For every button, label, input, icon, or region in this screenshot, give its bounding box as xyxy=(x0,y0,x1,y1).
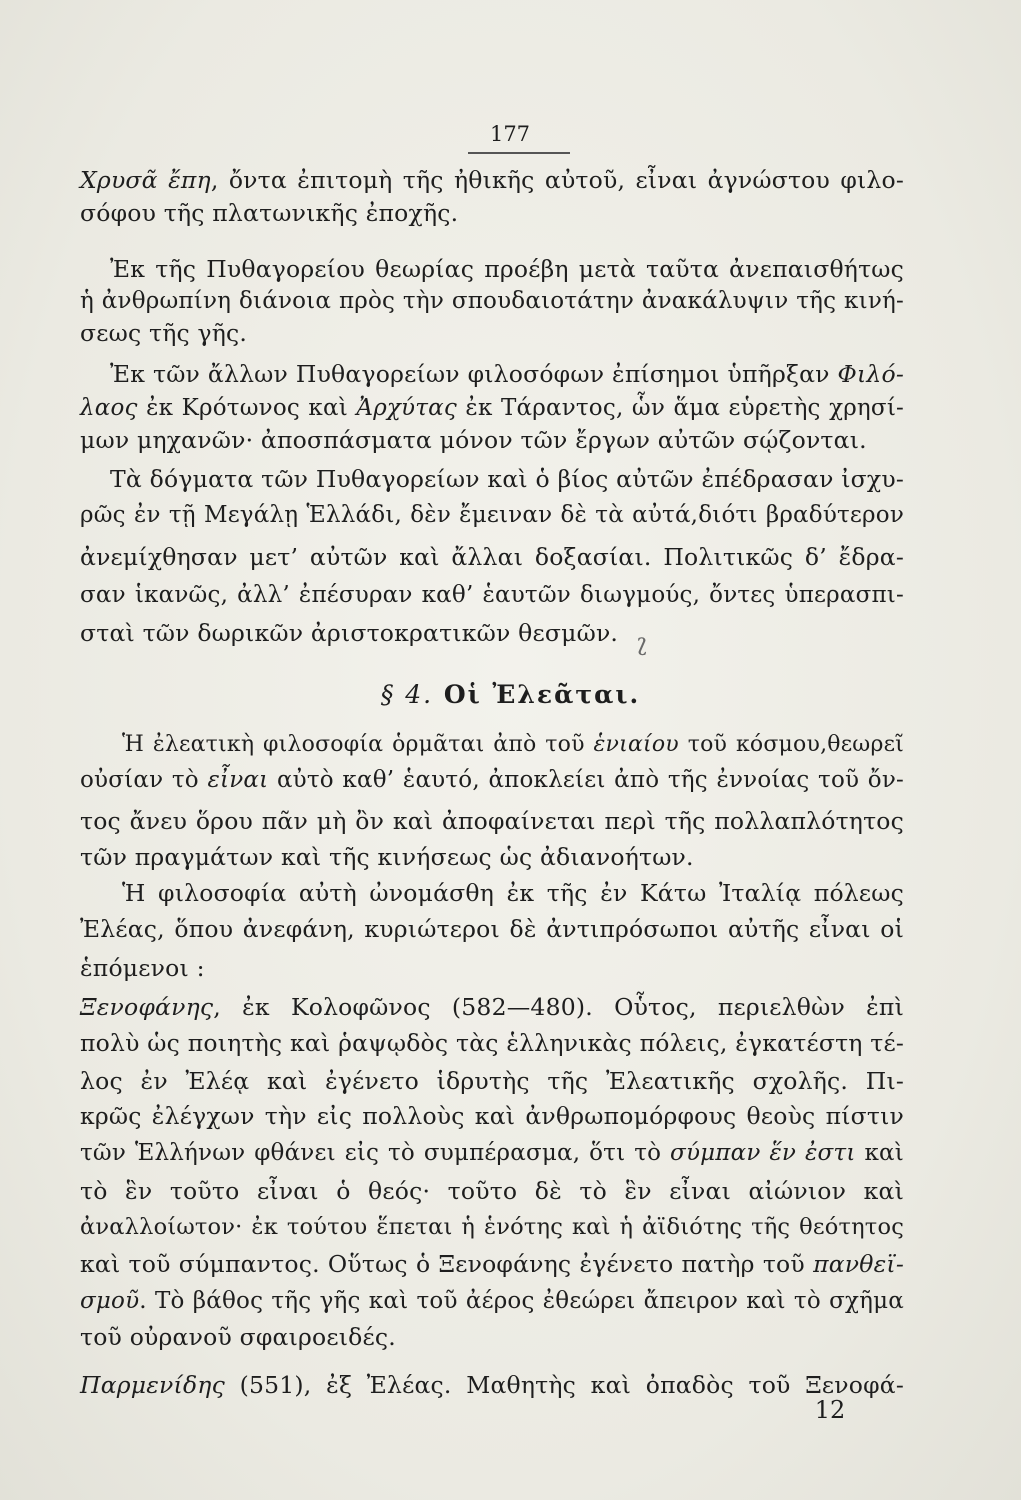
text-run: Ἐλέας, ὅπου ἀνεφάνη, κυριώτεροι δὲ ἀντιπρόσωποι αὐτῆς εἶναι οἱ xyxy=(80,915,904,943)
text-run: , ὄντα ἐπιτομὴ τῆς ἠθικῆς αὐτοῦ, εἶναι ἀγνώστου φιλο- xyxy=(210,166,904,194)
italic-text: λαος xyxy=(80,395,138,421)
section-title: Οἱ Ἐλεᾶται. xyxy=(443,680,641,709)
text-line xyxy=(80,1066,904,1096)
text-run: καὶ τοῦ σύμπαντος. Οὕτως ὁ Ξενοφάνης ἐγένετο πατὴρ τοῦ xyxy=(80,1250,814,1278)
text-run: . Τὸ βάθος τῆς γῆς καὶ τοῦ ἀέρος ἐθεώρει ἄπειρον καὶ τὸ σχῆμα xyxy=(139,1288,904,1314)
text-run: τος ἄνευ ὅρου πᾶν μὴ ὂν καὶ ἀποφαίνεται περὶ τῆς πολλαπλότητος xyxy=(80,807,904,835)
text-run: σταὶ τῶν δωρικῶν ἀριστοκρατικῶν θεσμῶν. xyxy=(80,619,619,647)
text-line xyxy=(80,580,904,610)
text-line xyxy=(122,878,904,908)
text-run: καὶ xyxy=(855,1140,904,1166)
text-line xyxy=(80,198,904,228)
text-run: αὐτὸ καθ’ ἑαυτό, ἀποκλείει ἀπὸ τῆς ἐννοίας τοῦ ὄν- xyxy=(268,767,904,793)
text-line xyxy=(80,618,904,648)
pencil-mark: ʅ xyxy=(636,628,648,656)
text-line xyxy=(80,500,904,530)
italic-text: πανθεϊ- xyxy=(813,1250,904,1278)
text-line xyxy=(80,953,904,983)
text-run: ρῶς ἐν τῇ Μεγάλῃ Ἑλλάδι, δὲν ἔμειναν δὲ τὰ αὐτά,διότι βραδύτερον xyxy=(80,502,904,528)
text-run: Τὰ δόγματα τῶν Πυθαγορείων καὶ ὁ βίος αὐτῶν ἐπέδρασαν ἰσχυ- xyxy=(110,465,904,493)
text-line xyxy=(80,806,904,836)
text-run: , ἐκ Κολοφῶνος (582—480). Οὗτος, περιελθὼν ἐπὶ xyxy=(213,993,904,1021)
text-run: σόφου τῆς πλατωνικῆς ἐποχῆς. xyxy=(80,199,459,227)
italic-text: Παρμενίδης xyxy=(80,1371,225,1399)
text-run: κρῶς ἐλέγχων τὴν εἰς πολλοὺς καὶ ἀνθρωπομόρφους θεοὺς πίστιν xyxy=(80,1102,904,1130)
text-line xyxy=(110,359,904,389)
text-run: λος ἐν Ἐλέᾳ καὶ ἐγένετο ἱδρυτὴς τῆς Ἐλεατικῆς σχολῆς. Πι- xyxy=(80,1067,904,1095)
text-run: Ἐκ τῆς Πυθαγορείου θεωρίας προέβη μετὰ ταῦτα ἀνεπαισθήτως xyxy=(110,255,904,283)
text-line xyxy=(80,1249,904,1279)
italic-text: Φιλό- xyxy=(837,360,904,388)
text-line xyxy=(80,914,904,944)
header-rule xyxy=(468,152,570,154)
italic-text: σμοῦ xyxy=(80,1288,140,1314)
text-run: Ἡ ἐλεατικὴ φιλοσοφία ὁρμᾶται ἀπὸ τοῦ xyxy=(122,732,594,757)
page-number: 177 xyxy=(489,122,531,146)
italic-text: Ξενοφάνης xyxy=(80,993,214,1021)
text-line xyxy=(122,730,904,760)
text-run: ἐκ Κρότωνος καὶ xyxy=(137,395,357,421)
text-line xyxy=(80,1370,904,1400)
text-run: ἀνεμίχθησαν μετ’ αὐτῶν καὶ ἄλλαι δοξασίαι. Πολιτικῶς δ’ ἔδρα- xyxy=(80,543,904,571)
italic-text: ἑνιαίου xyxy=(593,732,679,757)
signature-mark: 12 xyxy=(814,1396,846,1424)
text-run: τῶν Ἑλλήνων φθάνει εἰς τὸ συμπέρασμα, ὅτι τὸ xyxy=(80,1140,671,1166)
text-line xyxy=(80,425,904,455)
text-run: οὐσίαν τὸ xyxy=(80,767,208,793)
text-run: τοῦ κόσμου,θεωρεῖ xyxy=(678,732,905,757)
text-line xyxy=(80,1138,904,1168)
text-run: Ἐκ τῶν ἄλλων Πυθαγορείων φιλοσόφων ἐπίσημοι ὑπῆρξαν xyxy=(110,360,838,388)
text-run: μων μηχανῶν· ἀποσπάσματα μόνον τῶν ἔργων αὐτῶν σῴζονται. xyxy=(80,426,867,454)
text-line xyxy=(80,1028,904,1058)
text-run: ἡ ἀνθρωπίνη διάνοια πρὸς τὴν σπουδαιοτάτην ἀνακάλυψιν τῆς κινή- xyxy=(80,288,904,314)
italic-text: Ἀρχύτας xyxy=(356,395,457,421)
text-line xyxy=(80,842,904,872)
section-number: § 4. xyxy=(380,680,434,709)
text-run: σεως τῆς γῆς. xyxy=(80,319,248,347)
text-run: τοῦ οὐρανοῦ σφαιροειδές. xyxy=(80,1323,396,1351)
text-line xyxy=(80,1322,904,1352)
text-run: πολὺ ὡς ποιητὴς καὶ ῥαψῳδὸς τὰς ἑλληνικὰς πόλεις, ἐγκατέστη τέ- xyxy=(80,1029,904,1057)
italic-text: σύμπαν ἕν ἐστι xyxy=(670,1140,856,1166)
text-line xyxy=(80,286,904,316)
text-line xyxy=(80,765,904,795)
section-heading xyxy=(0,680,1021,709)
text-run: τὸ ἓν τοῦτο εἶναι ὁ θεός· τοῦτο δὲ τὸ ἓν εἶναι αἰώνιον καὶ xyxy=(80,1177,904,1205)
text-run: τῶν πραγμάτων καὶ τῆς κινήσεως ὡς ἀδιανοήτων. xyxy=(80,843,694,871)
text-run: ἑπόμενοι : xyxy=(80,954,205,982)
text-run: (551), ἐξ Ἐλέας. Μαθητὴς καὶ ὀπαδὸς τοῦ Ξενοφά- xyxy=(224,1371,904,1399)
text-line xyxy=(80,1176,904,1206)
text-line xyxy=(80,393,904,423)
text-line xyxy=(80,1101,904,1131)
text-line xyxy=(110,254,904,284)
text-run: Ἡ φιλοσοφία αὐτὴ ὠνομάσθη ἐκ τῆς ἐν Κάτω Ἰταλίᾳ πόλεως xyxy=(122,879,904,907)
text-line xyxy=(80,318,904,348)
text-line xyxy=(80,165,904,195)
text-line xyxy=(80,1212,904,1242)
text-line xyxy=(80,1286,904,1316)
italic-text: εἶναι xyxy=(207,767,269,793)
text-line xyxy=(80,542,904,572)
text-run: ἀναλλοίωτον· ἐκ τούτου ἕπεται ἡ ἑνότης καὶ ἡ ἀϊδιότης τῆς θεότητος xyxy=(80,1214,904,1240)
text-run: σαν ἱκανῶς, ἀλλ’ ἐπέσυραν καθ’ ἑαυτῶν διωγμούς, ὄντες ὑπερασπι- xyxy=(80,582,904,608)
italic-text: Χρυσᾶ ἔπη xyxy=(80,166,211,194)
text-line xyxy=(110,464,904,494)
text-line xyxy=(80,992,904,1022)
text-run: ἐκ Τάραντος, ὧν ἅμα εὑρετὴς χρησί- xyxy=(456,395,905,421)
